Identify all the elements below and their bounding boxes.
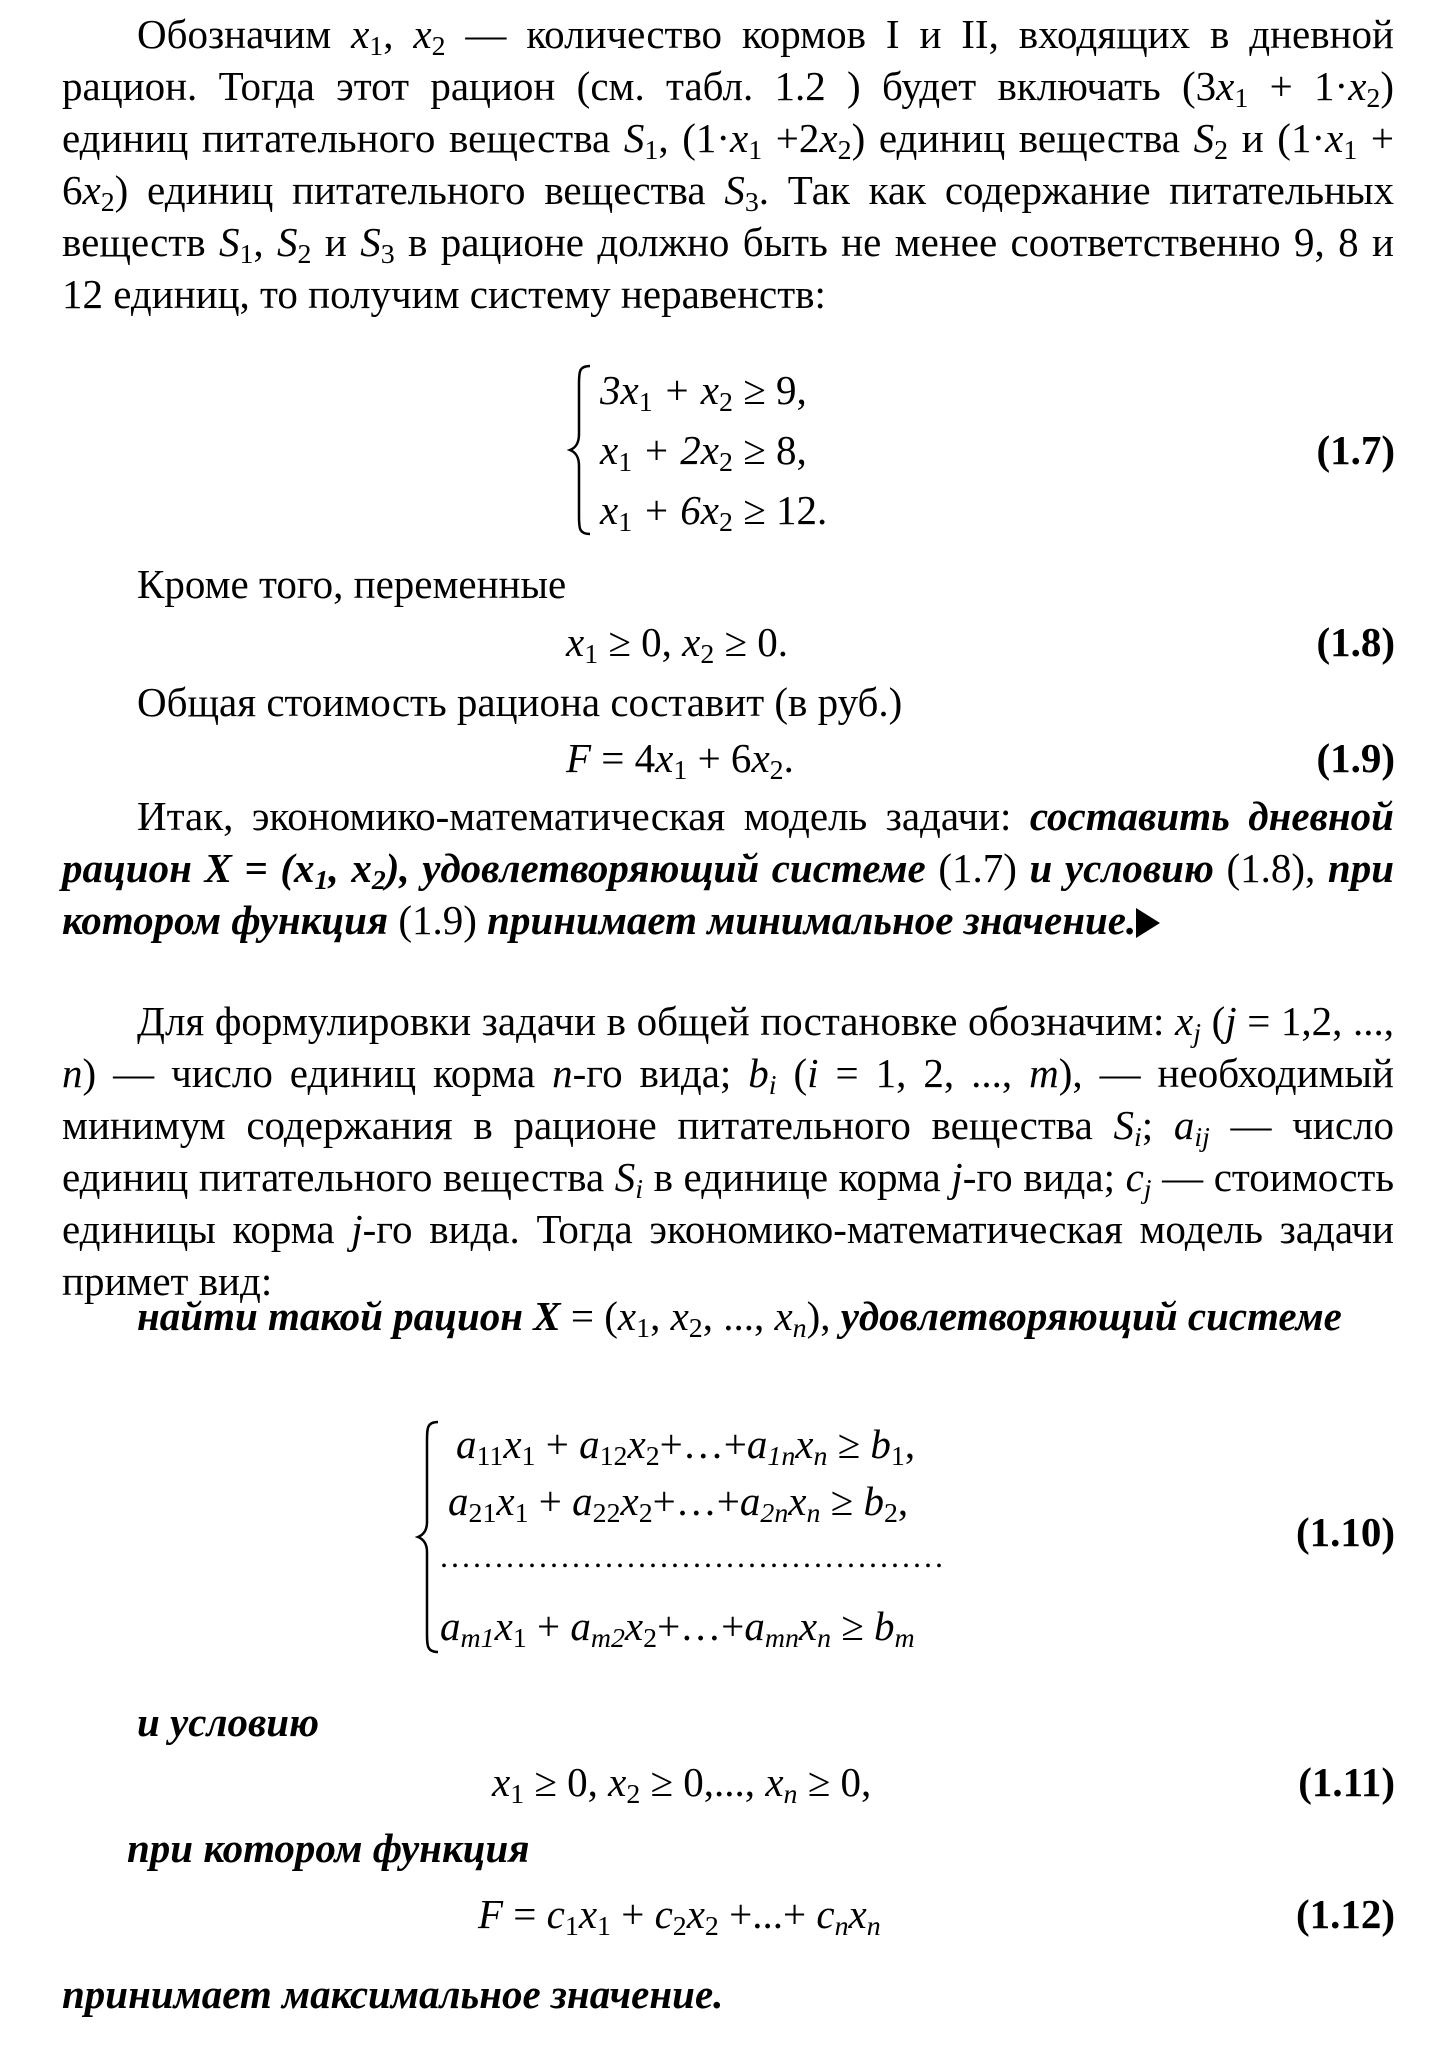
end-of-example-triangle-icon <box>1136 908 1160 938</box>
constraint-ellipsis-row: .............................................. <box>440 1538 946 1574</box>
inequality-2: $x_1 + 2x_2 \ge 8$, <box>600 427 807 478</box>
paragraph-cost: Общая стоимость рациона составит (в руб.) <box>137 679 903 725</box>
constraint-row-2: $a_{21}x_1$ + $a_{22}x_2+\dots+a_{2n}x_n \ge b_2$, <box>448 1478 909 1529</box>
inequality-3: $x_1 + 6x_2 \ge 12$. <box>600 487 828 538</box>
equation-label-1-8: (1.8) <box>1316 619 1395 665</box>
paragraph-find-ration: найти такой рацион $X = (x_1$, $x_2$, ..., $x_n$), удовлетворяющий системе <box>137 1293 1342 1344</box>
equation-1-9: $F = 4x_1 + 6x_2$. <box>566 735 794 786</box>
equation-1-11: $x_1 \ge 0$, $x_2 \ge 0$,..., $x_n \ge 0$, <box>492 1759 872 1810</box>
paragraph-takes-max-value: принимает максимальное значение. <box>62 1971 724 2017</box>
paragraph-general-formulation: Для формулировки задачи в общей постановке обозначим: $x_j$ (j = 1,2, ..., n) — число единиц корма n-го вида; $b_i$ (i = 1, 2, ..., m), — необходимый минимум содержания в рационе питательного вещества $S_i$; $a_{ij}$ — число единиц питательного вещества $S_i$ в единице корма j-го вида; $c_j$ — стоимость единицы корма j-го вида. Тогда экономико-математическая модель задачи примет вид: <box>62 998 1395 1305</box>
equation-label-1-9: (1.9) <box>1316 735 1395 781</box>
equation-label-1-11: (1.11) <box>1298 1759 1395 1805</box>
equation-1-8: $x_1 \ge 0$, $x_2 \ge 0$. <box>566 619 789 670</box>
paragraph-variables: Кроме того, переменные <box>137 561 567 607</box>
constraint-row-1: $a_{11}x_1$ + $a_{12}x_2+\dots+a_{1n}x_n \ge b_1$, <box>456 1421 916 1472</box>
paragraph-model-summary: Итак, экономико-математическая модель задачи: составить дневной рацион $X = (x_1$, $x_2$), удовлетворяющий системе (1.7) и условию (1.8), при котором функция (1.9) принимает минимальное значение. <box>62 793 1394 944</box>
equation-1-12: $F = c_1x_1 + c_2x_2$ +...+ $c_nx_n$ <box>478 1891 881 1942</box>
equation-label-1-12: (1.12) <box>1295 1891 1395 1937</box>
paragraph-and-condition: и условию <box>137 1699 320 1745</box>
equation-label-1-10: (1.10) <box>1295 1509 1395 1555</box>
paragraph-at-which-function: при котором функция <box>127 1825 530 1871</box>
inequality-1: $3x_1 + x_2 \ge 9$, <box>600 367 807 418</box>
equation-label-1-7: (1.7) <box>1316 427 1395 473</box>
paragraph-notation: Обозначим $x_1$, $x_2$ — количество кормов I и II, входящих в дневной рацион. Тогда этот рацион (см. табл. 1.2 ) будет включать $(3x_1 + 1\cdot x_2)$ единиц питательного вещества $S_1$, $(1\cdot x_1 +2x_2)$ единиц вещества $S_2$ и $(1\cdot x_1 + 6x_2)$ единиц питательного вещества $S_3$. Так как содержание питательных веществ $S_1$, $S_2$ и $S_3$ в рационе должно быть не менее соответственно 9, 8 и 12 единиц, то получим систему неравенств: <box>62 11 1395 318</box>
constraint-row-m: $a_{m1}x_1$ + $a_{m2}x_2+\dots+a_{mn}x_n \ge b_m$ <box>440 1603 915 1654</box>
left-brace-1-7 <box>566 362 596 538</box>
